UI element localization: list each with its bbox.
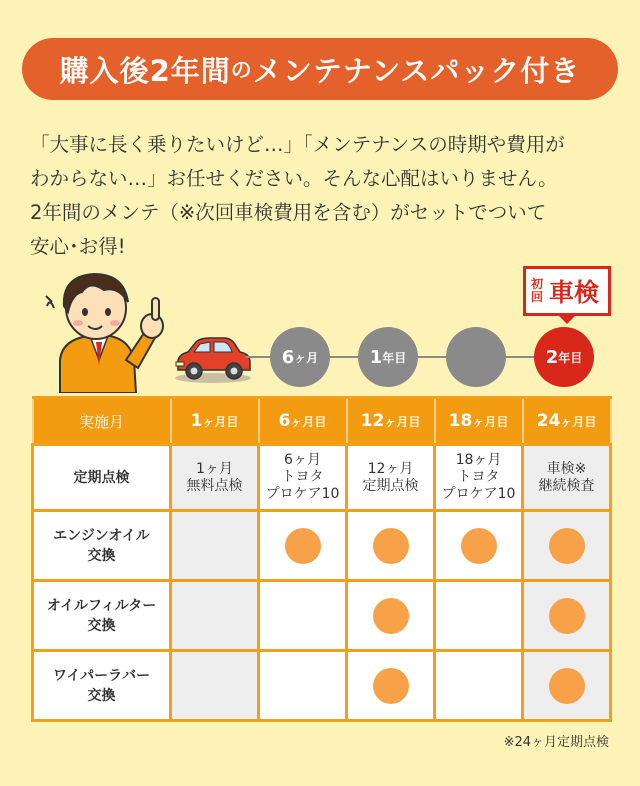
pointing-man-illustration bbox=[38, 268, 168, 393]
month-number: 1 bbox=[190, 411, 203, 431]
cell-text-line: トヨタ bbox=[457, 469, 500, 485]
included-mark-icon bbox=[285, 528, 321, 564]
node-number: 2 bbox=[545, 346, 559, 368]
row-label bbox=[33, 445, 171, 511]
row-label-line: 交換 bbox=[87, 547, 116, 564]
month-unit: ヶ月目 bbox=[472, 415, 509, 429]
cell-text-line: 12ヶ月 bbox=[367, 460, 414, 477]
cell-text-line: トヨタ bbox=[281, 469, 324, 485]
footnote: ※24ヶ月定期点検 bbox=[503, 735, 609, 750]
row-label-line: 交換 bbox=[87, 687, 116, 704]
cell-text-line: 継続検査 bbox=[538, 477, 595, 494]
node-unit: 年目 bbox=[558, 350, 583, 365]
intro-text bbox=[30, 128, 620, 264]
cell-text-line: プロケア10 bbox=[265, 486, 340, 502]
month-number: 18 bbox=[448, 411, 473, 431]
included-mark-icon bbox=[549, 598, 585, 634]
timeline-node-6-months bbox=[270, 327, 330, 387]
header-month bbox=[347, 398, 435, 445]
month-unit: ヶ月目 bbox=[560, 415, 597, 429]
intro-line: 安心･お得! bbox=[30, 235, 126, 258]
node-unit: 年目 bbox=[382, 350, 407, 365]
node-unit: ヶ月 bbox=[294, 350, 319, 365]
table-cell bbox=[171, 445, 259, 511]
row-label-line: エンジンオイル bbox=[53, 527, 150, 544]
included-mark-icon bbox=[549, 668, 585, 704]
banner-text-1: 購入後2年間 bbox=[59, 53, 231, 88]
table-cell bbox=[259, 581, 347, 651]
first-time-label: 初回 bbox=[531, 277, 544, 304]
month-unit: ヶ月目 bbox=[202, 415, 239, 429]
table-cell bbox=[171, 511, 259, 581]
cell-text-line: 6ヶ月 bbox=[284, 452, 321, 468]
table-cell bbox=[523, 511, 611, 581]
row-label-line: ワイパーラバー bbox=[52, 667, 151, 684]
month-unit: ヶ月目 bbox=[290, 415, 327, 429]
row-label bbox=[33, 651, 171, 721]
table-cell bbox=[259, 511, 347, 581]
cell-text-line: プロケア10 bbox=[441, 486, 516, 502]
month-number: 24 bbox=[536, 411, 561, 431]
header-month bbox=[171, 398, 259, 445]
included-mark-icon bbox=[549, 528, 585, 564]
table-cell bbox=[435, 511, 523, 581]
table-row bbox=[33, 445, 611, 511]
table-cell bbox=[435, 651, 523, 721]
header-month bbox=[259, 398, 347, 445]
month-unit: ヶ月目 bbox=[384, 415, 421, 429]
table-cell bbox=[171, 651, 259, 721]
table-cell bbox=[347, 511, 435, 581]
table-cell bbox=[435, 445, 523, 511]
table-cell bbox=[523, 651, 611, 721]
table-cell bbox=[259, 445, 347, 511]
included-mark-icon bbox=[373, 598, 409, 634]
banner-text-2: の bbox=[230, 58, 253, 82]
row-label-line: 交換 bbox=[87, 617, 116, 634]
included-mark-icon bbox=[373, 528, 409, 564]
cell-text-line: 無料点検 bbox=[186, 477, 243, 494]
inspection-label: 車検 bbox=[549, 278, 600, 307]
header-label: 実施月 bbox=[33, 398, 171, 445]
table-cell bbox=[171, 581, 259, 651]
cell-text-line: 定期点検 bbox=[362, 477, 419, 494]
table-cell bbox=[435, 581, 523, 651]
table-cell bbox=[523, 581, 611, 651]
car-illustration bbox=[172, 334, 254, 384]
timeline-node-1-year bbox=[358, 327, 418, 387]
table-cell bbox=[259, 651, 347, 721]
cell-text-line: 車検※ bbox=[546, 460, 587, 477]
table-header-row bbox=[33, 398, 611, 445]
title-banner bbox=[22, 38, 618, 100]
first-inspection-callout bbox=[523, 266, 611, 316]
cell-text-line: 1ヶ月 bbox=[196, 460, 233, 477]
row-label bbox=[33, 581, 171, 651]
cell-text-line: 18ヶ月 bbox=[455, 452, 502, 468]
row-label-line: 定期点検 bbox=[73, 469, 130, 486]
month-number: 6 bbox=[278, 411, 291, 431]
included-mark-icon bbox=[373, 668, 409, 704]
table-cell bbox=[347, 445, 435, 511]
row-label bbox=[33, 511, 171, 581]
row-label-line: オイルフィルター bbox=[46, 597, 157, 614]
maintenance-schedule-table bbox=[31, 396, 612, 722]
table-row bbox=[33, 651, 611, 721]
timeline-node-18-months bbox=[446, 327, 506, 387]
intro-line: 2年間のメンテ（※次回車検費用を含む）がセットでついて bbox=[30, 201, 547, 224]
intro-line: 「大事に長く乗りたいけど…」「メンテナンスの時期や費用が bbox=[30, 133, 565, 156]
table-cell bbox=[347, 581, 435, 651]
header-month bbox=[523, 398, 611, 445]
included-mark-icon bbox=[461, 528, 497, 564]
table-cell bbox=[347, 651, 435, 721]
node-number: 1 bbox=[369, 346, 383, 368]
intro-line: わからない…」お任せください。そんな心配はいりません。 bbox=[30, 167, 558, 190]
node-number: 6 bbox=[281, 346, 295, 368]
month-number: 12 bbox=[360, 411, 385, 431]
table-row bbox=[33, 581, 611, 651]
timeline-node-2-years bbox=[534, 327, 594, 387]
banner-text-3: メンテナンスパック付き bbox=[252, 53, 581, 88]
header-month bbox=[435, 398, 523, 445]
table-row bbox=[33, 511, 611, 581]
table-cell bbox=[523, 445, 611, 511]
